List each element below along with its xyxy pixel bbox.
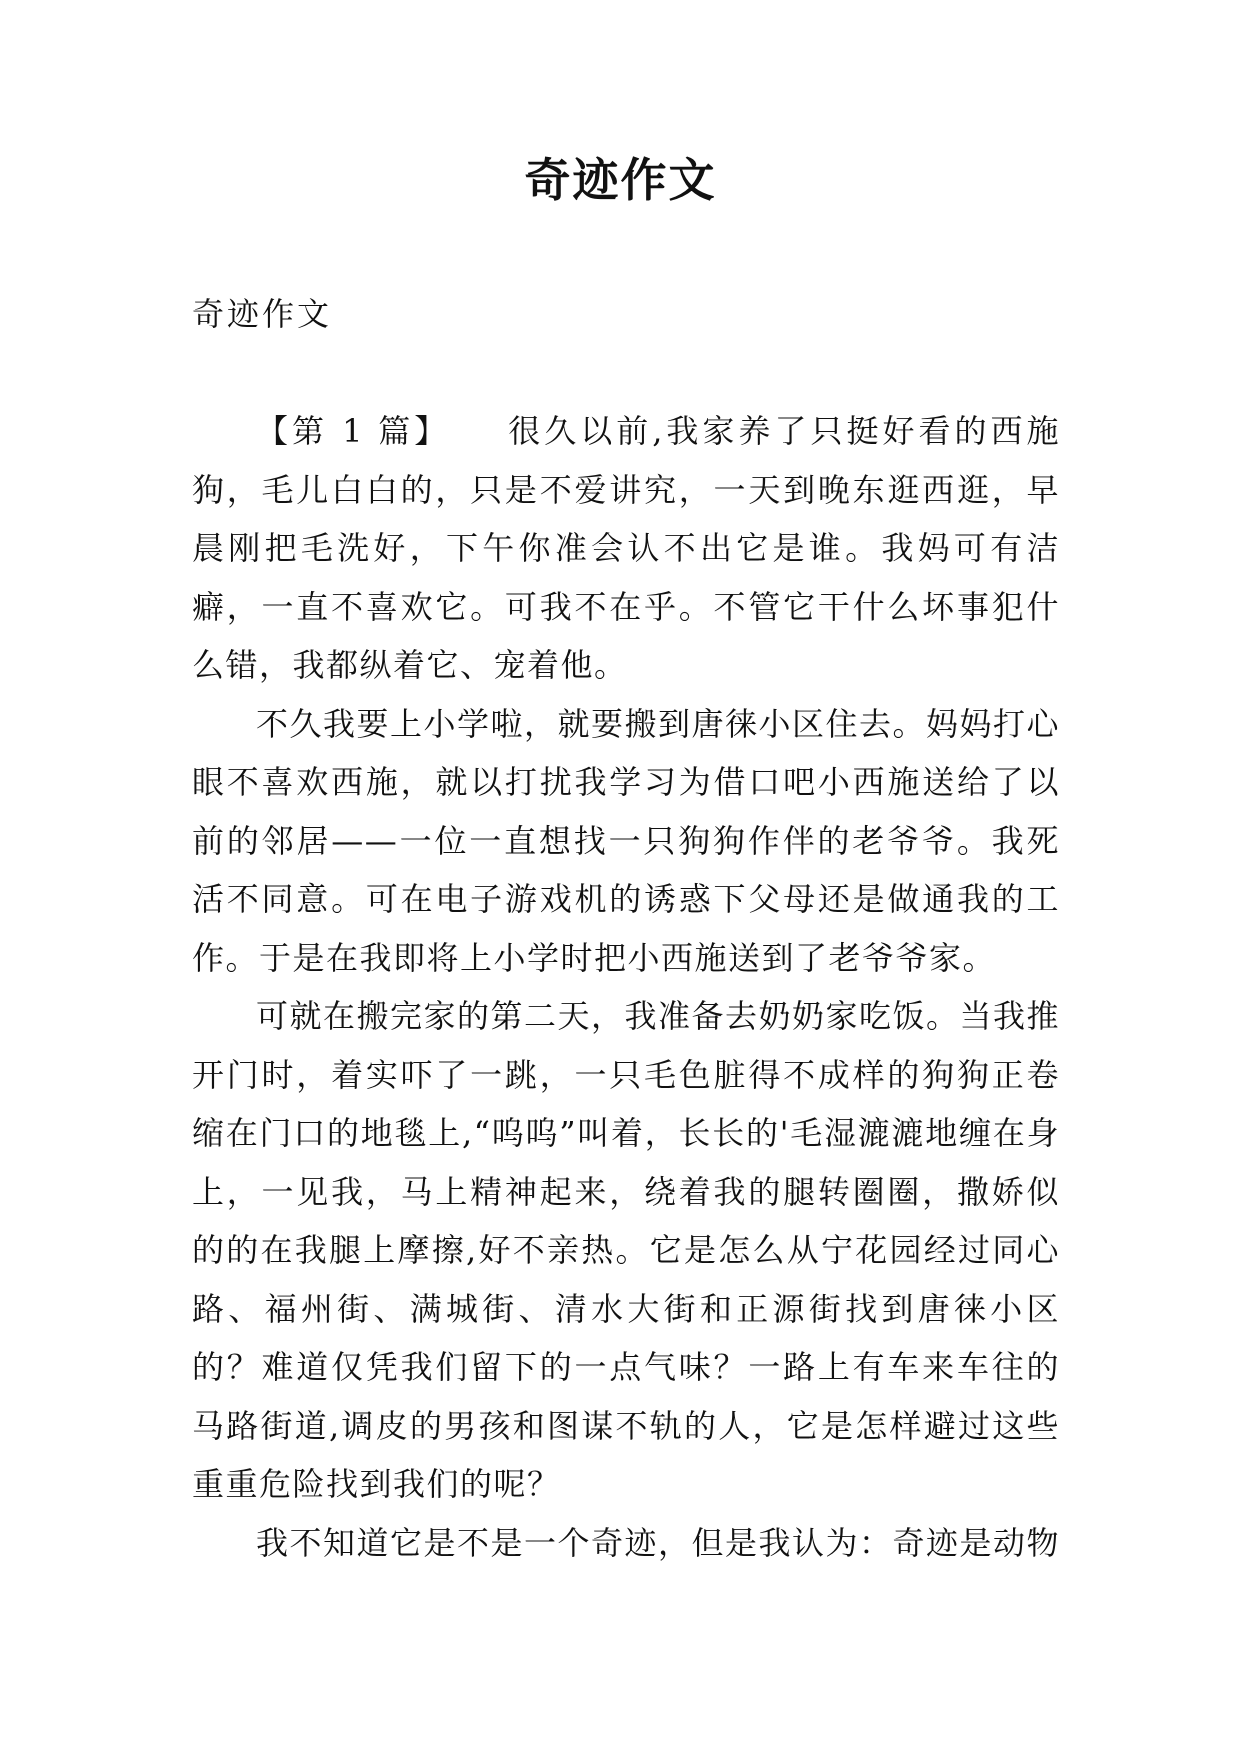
- paragraph-4: 我不知道它是不是一个奇迹，但是我认为：奇迹是动物: [256, 1523, 1061, 1562]
- article-body: [192, 402, 1060, 1572]
- paragraph-1: [192, 402, 1060, 695]
- paragraph-3: 可就在搬完家的第二天，我准备去奶奶家吃饭。当我推开门时，着实吓了一跳，一只毛色脏得不成样的狗狗正卷缩在门口的地毯上,“呜呜”叫着，长长的'毛湿漉漉地缠在身上，一见我，马上精神起来，绕着我的腿转圈圈，撒娇似的的在我腿上摩擦,好不亲热。它是怎么从宁花园经过同心路、福州街、满城街、清水大街和正源街找到唐徕小区的？难道仅凭我们留下的一点气味？一路上有车来车往的马路街道,调皮的男孩和图谋不轨的人，它是怎样避过这些重重危险找到我们的呢？: [192, 997, 1061, 1503]
- paragraph-text: 很久以前,我家养了只挺好看的西施狗，毛儿白白的，只是不爱讲究，一天到晚东逛西逛，早晨刚把毛洗好，下午你准会认不出它是谁。我妈可有洁癖，一直不喜欢它。可我不在乎。不管它干什么坏事犯什么错，我都纵着它、宠着他。: [192, 412, 1060, 684]
- paragraph-2: 不久我要上小学啦，就要搬到唐徕小区住去。妈妈打心眼不喜欢西施，就以打扰我学习为借口吧小西施送给了以前的邻居——一位一直想找一只狗狗作伴的老爷爷。我死活不同意。可在电子游戏机的诱惑下父母还是做通我的工作。于是在我即将上小学时把小西施送到了老爷爷家。: [192, 704, 1061, 977]
- document-subtitle: 奇迹作文: [192, 295, 333, 333]
- article-number-tag: 【第 1 篇】: [256, 412, 451, 450]
- document-title: 奇迹作文: [524, 153, 717, 207]
